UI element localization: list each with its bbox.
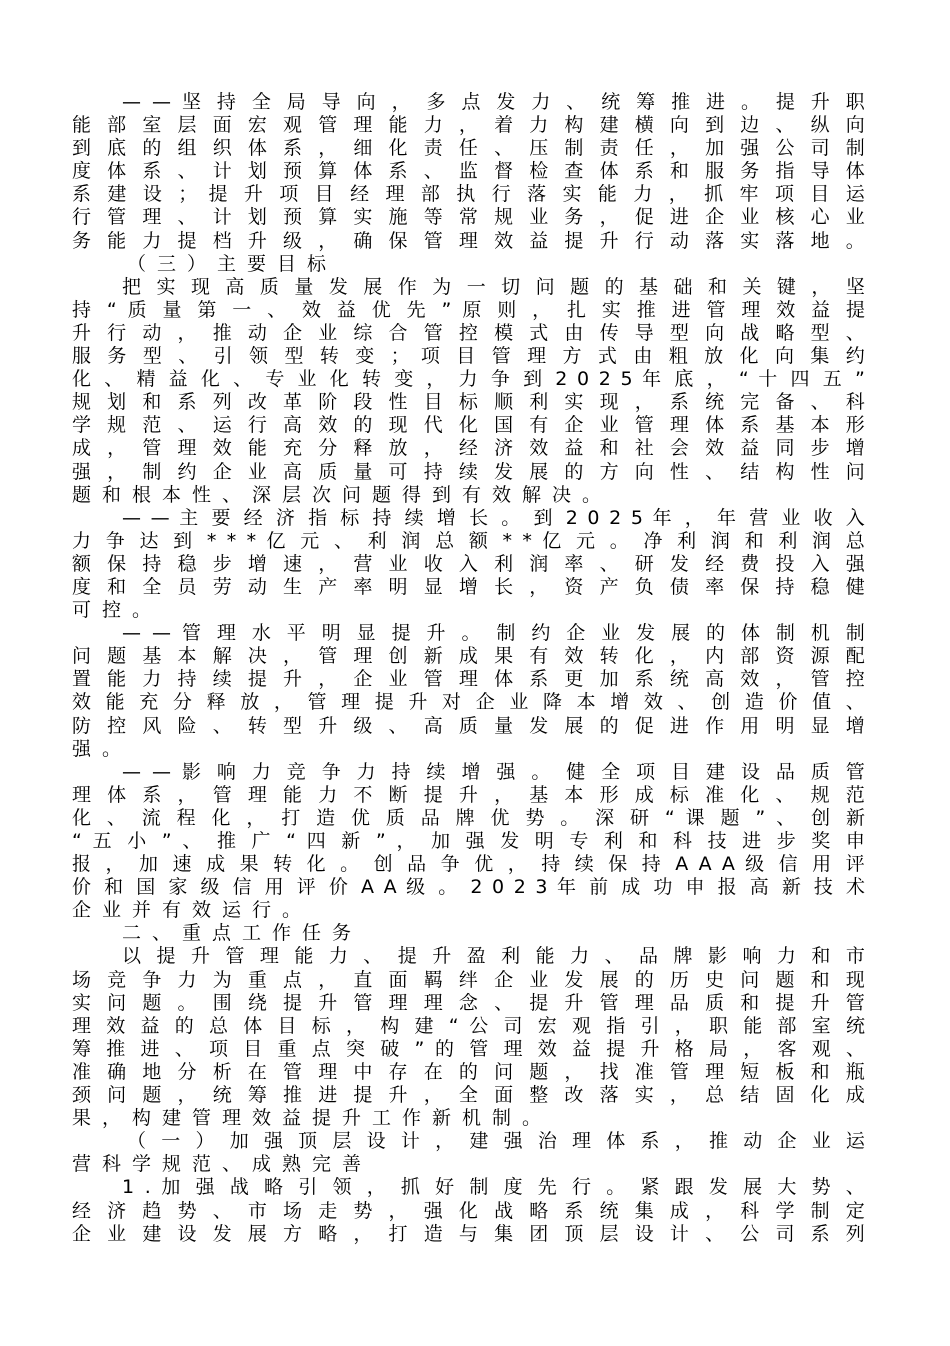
text-line-content: 化 、 流 程 化 ， 打 造 优 质 品 牌 优 势 。 深 研 “ 课 题 ” 、 创 新: [72, 806, 865, 829]
text-line: [72, 830, 865, 853]
text-line: [72, 922, 865, 945]
text-line-content: “ 五 小 ” 、 推 广 “ 四 新 ” ， 加 强 发 明 专 利 和 科 技 进 步 奖 申: [72, 830, 865, 852]
text-line: [72, 807, 865, 830]
text-line-content: 系 建 设 ； 提 升 项 目 经 理 部 执 行 落 实 能 力 ， 抓 牢 项 目 运: [72, 183, 865, 206]
text-line: [72, 1200, 865, 1223]
text-line: [72, 622, 865, 645]
text-line: [72, 1084, 865, 1107]
text-line: [72, 1153, 865, 1176]
text-line: [72, 1130, 865, 1153]
text-line: [72, 1223, 865, 1246]
text-line: [72, 507, 865, 530]
text-line-content: 力 争 达 到 * * * 亿 元 、 利 润 总 额 * * 亿 元 。 净 利 润 和 利 润 总: [72, 529, 865, 552]
text-line: [72, 738, 865, 761]
text-line-content: 把 实 现 高 质 量 发 展 作 为 一 切 问 题 的 基 础 和 关 键 ， 坚: [122, 275, 865, 298]
text-line: [72, 992, 865, 1015]
text-line: [72, 876, 865, 899]
text-line: [72, 437, 865, 460]
text-line-content: 筹 推 进 、 项 目 重 点 突 破 ” 的 管 理 效 益 提 升 格 局 ， 客 观 、: [72, 1037, 865, 1060]
text-line-content: 经 济 趋 势 、 市 场 走 势 ， 强 化 战 略 系 统 集 成 ， 科 学 制 定: [72, 1199, 865, 1222]
text-line: [72, 322, 865, 345]
text-line: [72, 206, 865, 229]
text-line-content: 准 确 地 分 析 在 管 理 中 存 在 的 问 题 ， 找 准 管 理 短 板 和 瓶: [72, 1060, 865, 1083]
text-line: [72, 691, 865, 714]
text-line-content: 颈 问 题 ， 统 筹 推 进 提 升 ， 全 面 整 改 落 实 ， 总 结 固 化 成: [72, 1084, 865, 1107]
text-line-content: 营科学规范、成熟完善: [72, 1153, 373, 1176]
text-line: [72, 599, 865, 622]
text-line-content: 度 和 全 员 劳 动 生 产 率 明 显 增 长 ， 资 产 负 债 率 保 持 稳 健: [72, 575, 865, 598]
text-line-content: 度 体 系 、 计 划 预 算 体 系 、 监 督 检 查 体 系 和 服 务 指 导 体: [72, 160, 865, 183]
text-line-content: 学 规 范 、 运 行 高 效 的 现 代 化 国 有 企 业 管 理 体 系 基 本 形: [72, 414, 865, 437]
text-line-content: 问 题 基 本 解 决 ， 管 理 创 新 成 果 有 效 转 化 ， 内 部 资 源 配: [72, 645, 865, 668]
text-line-content: 二、重点工作任务: [122, 922, 363, 945]
text-line-content: 理 体 系 ， 管 理 能 力 不 断 提 升 ， 基 本 形 成 标 准 化 、 规 范: [72, 783, 865, 806]
text-line: [72, 1107, 865, 1130]
text-line-content: 额 保 持 稳 步 增 速 ， 营 业 收 入 利 润 率 、 研 发 经 费 投 入 强: [72, 552, 865, 575]
text-line-content: 置 能 力 持 续 提 升 ， 企 业 管 理 体 系 更 加 系 统 高 效 ， 管 控: [72, 668, 865, 691]
text-line: [72, 276, 865, 299]
text-line: [72, 183, 865, 206]
text-line-content: 1 . 加 强 战 略 引 领 ， 抓 好 制 度 先 行 。 紧 跟 发 展 大 势 、: [122, 1176, 865, 1199]
text-line-content: — — 主 要 经 济 指 标 持 续 增 长 。 到 2 0 2 5 年 ， 年 营 业 收 入: [122, 506, 865, 529]
text-line: [72, 345, 865, 368]
text-line: [72, 945, 865, 968]
text-line-content: 服 务 型 、 引 领 型 转 变 ； 项 目 管 理 方 式 由 粗 放 化 向 集 约: [72, 345, 865, 368]
text-line-content: 报 ， 加 速 成 果 转 化 。 创 品 争 优 ， 持 续 保 持 A A A 级 信 用 评: [72, 853, 865, 876]
text-line-content: 价 和 国 家 级 信 用 评 价 A A 级 。 2 0 2 3 年 前 成 功 申 报 高 新 技 术: [72, 876, 866, 899]
text-line: [72, 784, 865, 807]
text-line: [72, 969, 865, 992]
text-line: [72, 91, 865, 114]
text-line-content: 行 管 理 、 计 划 预 算 实 施 等 常 规 业 务 ， 促 进 企 业 核 心 业: [72, 206, 865, 229]
text-line-content: 防 控 风 险 、 转 型 升 级 、 高 质 量 发 展 的 促 进 作 用 明 显 增: [72, 714, 865, 737]
text-line-content: 到 底 的 组 织 体 系 ， 细 化 责 任 、 压 制 责 任 ， 加 强 公 司 制: [72, 137, 865, 160]
text-line-content: 升 行 动 ， 推 动 企 业 综 合 管 控 模 式 由 传 导 型 向 战 略 型 、: [72, 321, 865, 344]
text-line-content: 可控。: [72, 599, 163, 622]
text-line: [72, 899, 865, 922]
text-line-content: — — 坚 持 全 局 导 向 ， 多 点 发 力 、 统 筹 推 进 。 提 升 职: [122, 91, 865, 113]
text-line: [72, 530, 865, 553]
text-line-content: 企业并有效运行。: [72, 899, 313, 922]
text-line: [72, 645, 865, 668]
text-line-content: 强 ， 制 约 企 业 高 质 量 可 持 续 发 展 的 方 向 性 、 结 构 性 问: [72, 460, 865, 483]
text-line: [72, 1038, 865, 1061]
text-line-content: 效 能 充 分 释 放 ， 管 理 提 升 对 企 业 降 本 增 效 、 创 造 价 值 、: [72, 691, 865, 714]
text-line-content: 强。: [72, 737, 133, 760]
text-line-content: 化 、 精 益 化 、 专 业 化 转 变 ， 力 争 到 2 0 2 5 年 底 ， “ 十 四 五 ”: [72, 368, 865, 391]
text-line-content: 企 业 建 设 发 展 方 略 ， 打 造 与 集 团 顶 层 设 计 、 公 司 系 列: [72, 1222, 865, 1245]
text-line: [72, 391, 865, 414]
text-line: [72, 368, 865, 391]
text-line-content: 理 效 益 的 总 体 目 标 ， 构 建 “ 公 司 宏 观 指 引 ， 职 能 部 室 统: [72, 1014, 865, 1037]
text-line-content: 果，构建管理效益提升工作新机制。: [72, 1107, 553, 1130]
text-line: [72, 253, 865, 276]
text-line-content: 规 划 和 系 列 改 革 阶 段 性 目 标 顺 利 实 现 ， 系 统 完 备 、 科: [72, 391, 865, 414]
text-line: [72, 461, 865, 484]
text-line: [72, 853, 865, 876]
text-line: [72, 137, 865, 160]
text-line-content: （ 一 ） 加 强 顶 层 设 计 ， 建 强 治 理 体 系 ， 推 动 企 业 运: [127, 1130, 865, 1153]
text-line-content: 务 能 力 提 档 升 级 ， 确 保 管 理 效 益 提 升 行 动 落 实 落 地 。: [72, 229, 865, 252]
text-line: [72, 668, 865, 691]
text-line: [72, 230, 865, 253]
text-line-content: 成 ， 管 理 效 能 充 分 释 放 ， 经 济 效 益 和 社 会 效 益 同 步 增: [72, 437, 865, 460]
text-line: [72, 553, 865, 576]
text-line: [72, 1015, 865, 1038]
text-line-content: 题和根本性、深层次问题得到有效解决。: [72, 483, 613, 506]
text-line: [72, 114, 865, 137]
text-line: [72, 761, 865, 784]
text-line-content: — — 管 理 水 平 明 显 提 升 。 制 约 企 业 发 展 的 体 制 机 制: [122, 622, 865, 645]
text-line: [72, 160, 865, 183]
text-line: [72, 1176, 865, 1199]
text-line-content: 以 提 升 管 理 能 力 、 提 升 盈 利 能 力 、 品 牌 影 响 力 和 市: [122, 945, 865, 968]
text-line-content: 场 竞 争 力 为 重 点 ， 直 面 羁 绊 企 业 发 展 的 历 史 问 题 和 现: [72, 968, 865, 991]
text-line-content: 持 “ 质 量 第 一 、 效 益 优 先 ” 原 则 ， 扎 实 推 进 管 理 效 益 提: [72, 298, 865, 321]
text-line: [72, 414, 865, 437]
text-line: [72, 715, 865, 738]
text-line-content: 能 部 室 层 面 宏 观 管 理 能 力 ， 着 力 构 建 横 向 到 边 、 纵 向: [72, 114, 865, 137]
text-line: [72, 484, 865, 507]
text-line-content: 实 问 题 。 围 绕 提 升 管 理 理 念 、 提 升 管 理 品 质 和 提 升 管: [72, 991, 865, 1014]
document-body: [72, 91, 865, 1246]
text-line: [72, 1061, 865, 1084]
text-line-content: — — 影 响 力 竞 争 力 持 续 增 强 。 健 全 项 目 建 设 品 质 管: [122, 760, 865, 783]
text-line: [72, 576, 865, 599]
text-line: [72, 299, 865, 322]
text-line-content: （三）主要目标: [127, 252, 338, 275]
